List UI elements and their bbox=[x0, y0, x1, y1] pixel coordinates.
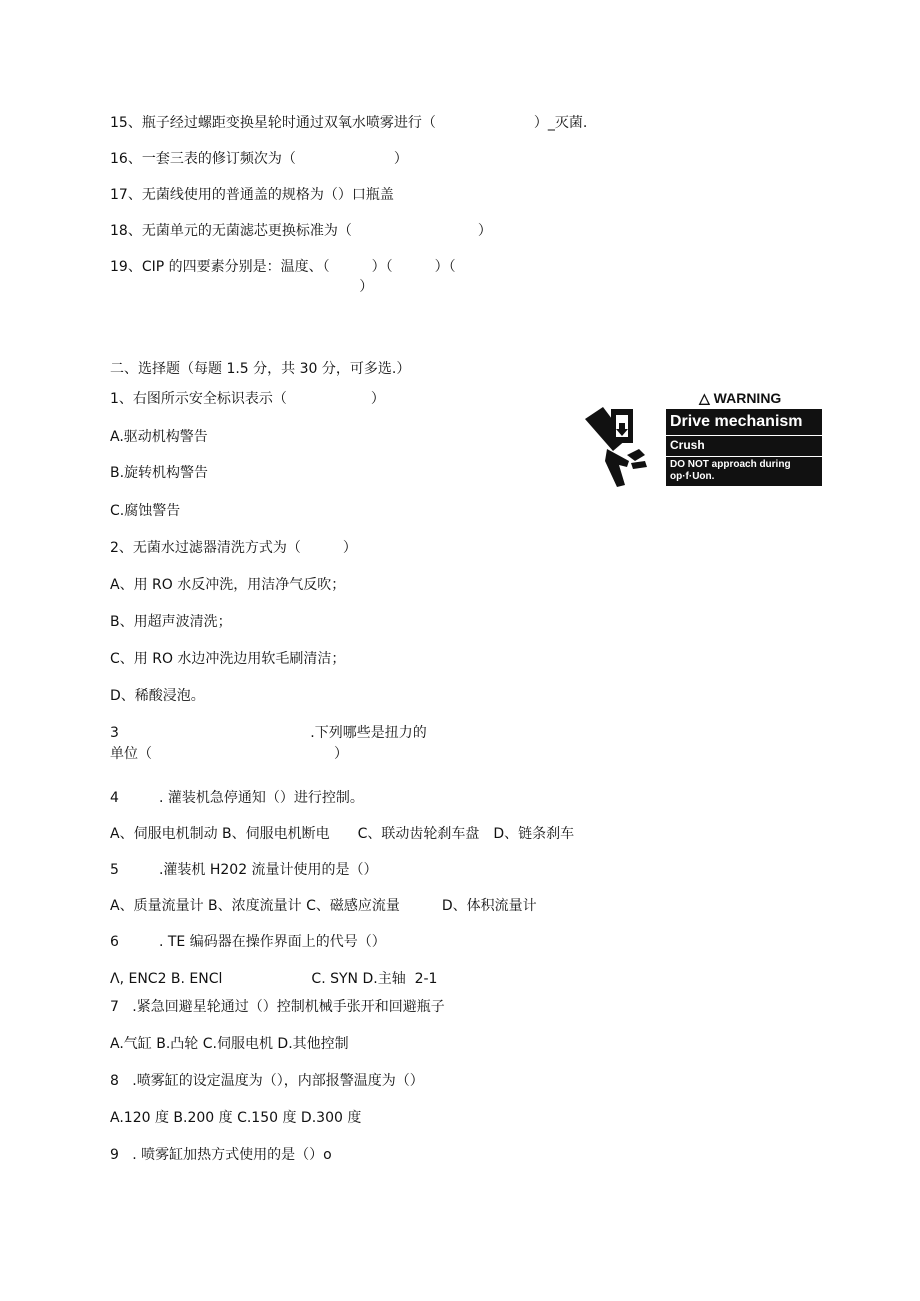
choice-question-9: 9 . 喷雾缸加热方式使用的是（）o bbox=[110, 1147, 332, 1163]
choice-question-6: 6 . TE 编码器在操作界面上的代号（） bbox=[110, 934, 386, 950]
options-4: A、伺服电机制动 B、伺服电机断电 C、联动齿轮刹车盘 D、链条刹车 bbox=[110, 826, 575, 842]
question-17: 17、无菌线使用的普通盖的规格为（）口瓶盖 bbox=[110, 187, 394, 203]
option-2b: B、用超声波清洗； bbox=[110, 614, 232, 630]
warning-header: △ WARNING bbox=[699, 390, 782, 406]
choice-question-5: 5 .灌装机 H202 流量计使用的是（） bbox=[110, 862, 378, 878]
question-16: 16、一套三表的修订频次为（ ） bbox=[110, 151, 408, 167]
question-18: 18、无菌单元的无菌滤芯更换标准为（ ） bbox=[110, 223, 492, 239]
options-6: Λ, ENC2 B. ENCl C. SYN D.主轴 2-1 bbox=[110, 971, 438, 987]
choice-question-3: 3 .下列哪些是扭力的 bbox=[110, 725, 427, 741]
hand-crush-icon bbox=[583, 405, 665, 487]
warning-title: Drive mechanism bbox=[670, 413, 803, 430]
choice-question-2: 2、无菌水过滤器清洗方式为（ ） bbox=[110, 540, 357, 556]
warning-subtitle: Crush bbox=[670, 438, 705, 452]
choice-question-7: 7 .紧急回避星轮通过（）控制机械手张开和回避瓶子 bbox=[110, 999, 445, 1015]
warning-panel bbox=[666, 409, 822, 486]
question-19: 19、CIP 的四要素分别是：温度、（ ）（ ）（ bbox=[110, 259, 456, 275]
choice-question-8: 8 .喷雾缸的设定温度为（），内部报警温度为（） bbox=[110, 1073, 424, 1089]
choice-question-3-continued: 单位（ ） bbox=[110, 746, 348, 762]
section-heading: 二、选择题（每题 1.5 分，共 30 分，可多选.） bbox=[110, 361, 411, 377]
option-1c: C.腐蚀警告 bbox=[110, 503, 181, 519]
divider bbox=[666, 456, 822, 457]
question-19-continued: ） bbox=[110, 279, 374, 295]
choice-question-4: 4 . 灌装机急停通知（）进行控制。 bbox=[110, 790, 364, 806]
option-2d: D、稀酸浸泡。 bbox=[110, 688, 205, 704]
options-5: A、质量流量计 B、浓度流量计 C、磁感应流量 D、体积流量计 bbox=[110, 898, 537, 914]
option-1a: A.驱动机构警告 bbox=[110, 429, 208, 445]
options-8: A.120 度 B.200 度 C.150 度 D.300 度 bbox=[110, 1110, 362, 1126]
option-2a: A、用 RO 水反冲洗，用洁净气反吹； bbox=[110, 577, 346, 593]
warning-note: DO NOT approach during op·f·Uon. bbox=[670, 459, 791, 482]
choice-question-1: 1、右图所示安全标识表示（ ） bbox=[110, 391, 385, 407]
option-2c: C、用 RO 水边冲洗边用软毛刷清洁； bbox=[110, 651, 346, 667]
divider bbox=[666, 435, 822, 436]
options-7: A.气缸 B.凸轮 C.伺服电机 D.其他控制 bbox=[110, 1036, 349, 1052]
warning-sign bbox=[583, 389, 823, 489]
question-15: 15、瓶子经过螺距变换星轮时通过双氧水喷雾进行（ ）_灭菌. bbox=[110, 115, 588, 131]
option-1b: B.旋转机构警告 bbox=[110, 465, 209, 481]
